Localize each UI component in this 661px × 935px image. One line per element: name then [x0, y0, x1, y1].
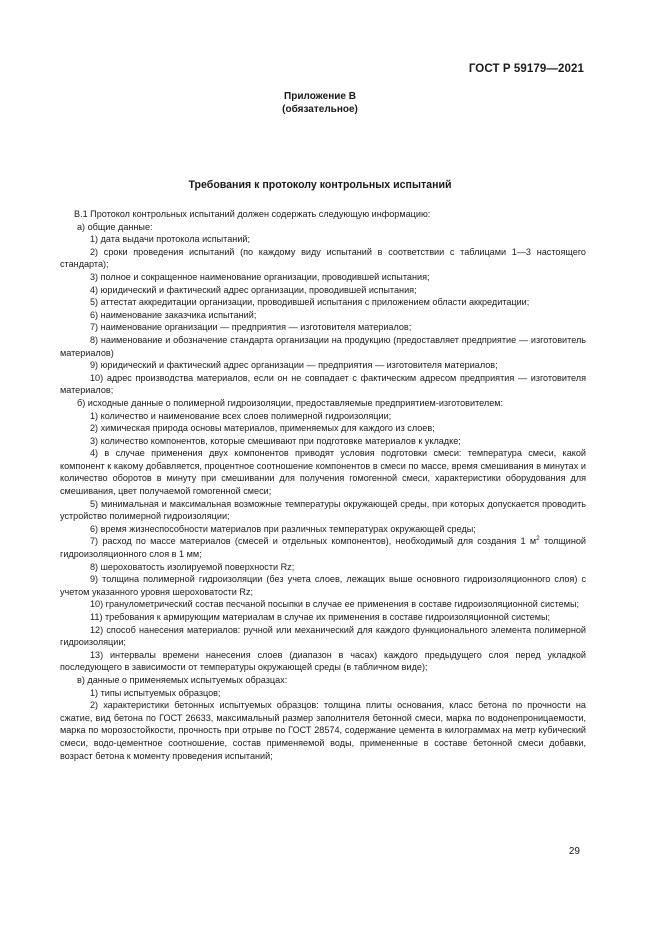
paragraph: В.1 Протокол контрольных испытаний должен содержать следующую информацию: — [74, 209, 431, 219]
paragraph: 9) толщина полимерной гидроизоляции (без учета слоев, лежащих выше основного гидроизоляционного слоя) с учетом указанного уровня шероховатости Rz; — [60, 574, 586, 597]
paragraph: 2) сроки проведения испытаний (по каждому виду испытаний в соответствии с таблицами 1—3 настоящего стандарта); — [60, 246, 586, 270]
paragraph: 4) в случае применения двух компонентов приводят условия подготовки смеси: температура смеси, какой компонент к какому добавляется, процентное соотношение компонентов в смеси по массе, время смешивания в минутах и количество оборотов в минуту при смешивании для получения гомогенной смеси, характеристики оборудования для смешивания, цвет получаемой гомогенной смеси; — [60, 448, 586, 497]
paragraph: 3) количество компонентов, которые смешивают при подготовке материалов к укладке; — [90, 435, 461, 446]
paragraph: 1) дата выдачи протокола испытаний; — [90, 234, 251, 245]
paragraph: 3) полное и сокращенное наименование организации, проводившей испытания; — [90, 271, 430, 282]
paragraph: 2) характеристики бетонных испытуемых образцов: толщина плиты основания, класс бетона по прочности на сжатие, вид бетона по ГОСТ 26633, максимальный размер заполнителя бетонной смеси, марка по водонепроницаемости, марка по морозостойкости, прочность при отрыве по ГОСТ 28574, содержание цемента в килограммах на метр кубический смеси, водо-цементное соотношение, состав применяемой воды, примененные в составе бетонной смеси добавки, возраст бетона к моменту проведения испытаний; — [60, 700, 586, 761]
standard-designation: ГОСТ Р 59179—2021 — [468, 63, 584, 75]
paragraph: 4) юридический и фактический адрес организации, проводившей испытания; — [90, 284, 417, 295]
paragraph: 6) наименование заказчика испытаний; — [90, 309, 257, 320]
section-title: Требования к протоколу контрольных испытаний — [188, 179, 452, 191]
paragraph: 12) способ нанесения материалов: ручной или механический для каждого функционального элемента полимерной гидроизоляции; — [60, 624, 586, 648]
paragraph: 9) юридический и фактический адрес организации — предприятия — изготовителя материалов; — [90, 360, 498, 371]
paragraph: в) данные о применяемых испытуемых образцах: — [77, 674, 288, 685]
paragraph: 5) аттестат аккредитации организации, проводившей испытания с приложением области аккредитации; — [90, 297, 530, 308]
paragraph: 10) адрес производства материалов, если он не совпадает с фактическим адресом предприятия — изготовителя материалов; — [60, 372, 586, 396]
paragraph: 2) химическая природа основы материалов, применяемых для каждого из слоев; — [90, 423, 435, 434]
paragraph: б) исходные данные о полимерной гидроизоляции, предоставляемые предприятием-изготовителем: — [77, 397, 504, 408]
paragraph: 13) интервалы времени нанесения слоев (диапазон в часах) каждого предыдущего слоя перед укладкой последующего в зависимости от температуры окружающей среды (в табличном виде); — [60, 649, 586, 673]
paragraph: 8) шероховатость изолируемой поверхности Rz; — [90, 561, 295, 572]
paragraph: 11) требования к армирующим материалам в случае их применения в составе гидроизоляционной системы; — [90, 612, 551, 622]
paragraph: 8) наименование и обозначение стандарта организации на продукцию (предоставляет предприятие — изготовитель материалов) — [60, 334, 586, 358]
paragraph: 7) расход по массе материалов (смесей и отдельных компонентов), необходимый для создания 1 $м^2$ толщиной гидроизоляционного слоя в 1 мм; — [60, 535, 586, 560]
paragraph: а) общие данные: — [77, 221, 153, 232]
paragraph: 10) гранулометрический состав песчаной посыпки в случае ее применения в составе гидроизоляционной системы; — [90, 599, 580, 610]
paragraph: 1) типы испытуемых образцов; — [90, 687, 221, 698]
document-body — [60, 208, 586, 762]
paragraph: 6) время жизнеспособности материалов при различных температурах окружающей среды; — [90, 523, 476, 534]
paragraph: 5) минимальная и максимальная возможные температуры окружающей среды, при которых допускается проводить устройство полимерной гидроизоляции; — [60, 498, 586, 522]
annex-subtitle: (обязательное) — [282, 104, 358, 115]
paragraph: 1) количество и наименование всех слоев полимерной гидроизоляции; — [90, 410, 392, 421]
annex-title: Приложение В — [284, 91, 356, 102]
paragraph: 7) наименование организации — предприятия — изготовителя материалов; — [90, 322, 412, 333]
page-number: 29 — [568, 846, 580, 857]
